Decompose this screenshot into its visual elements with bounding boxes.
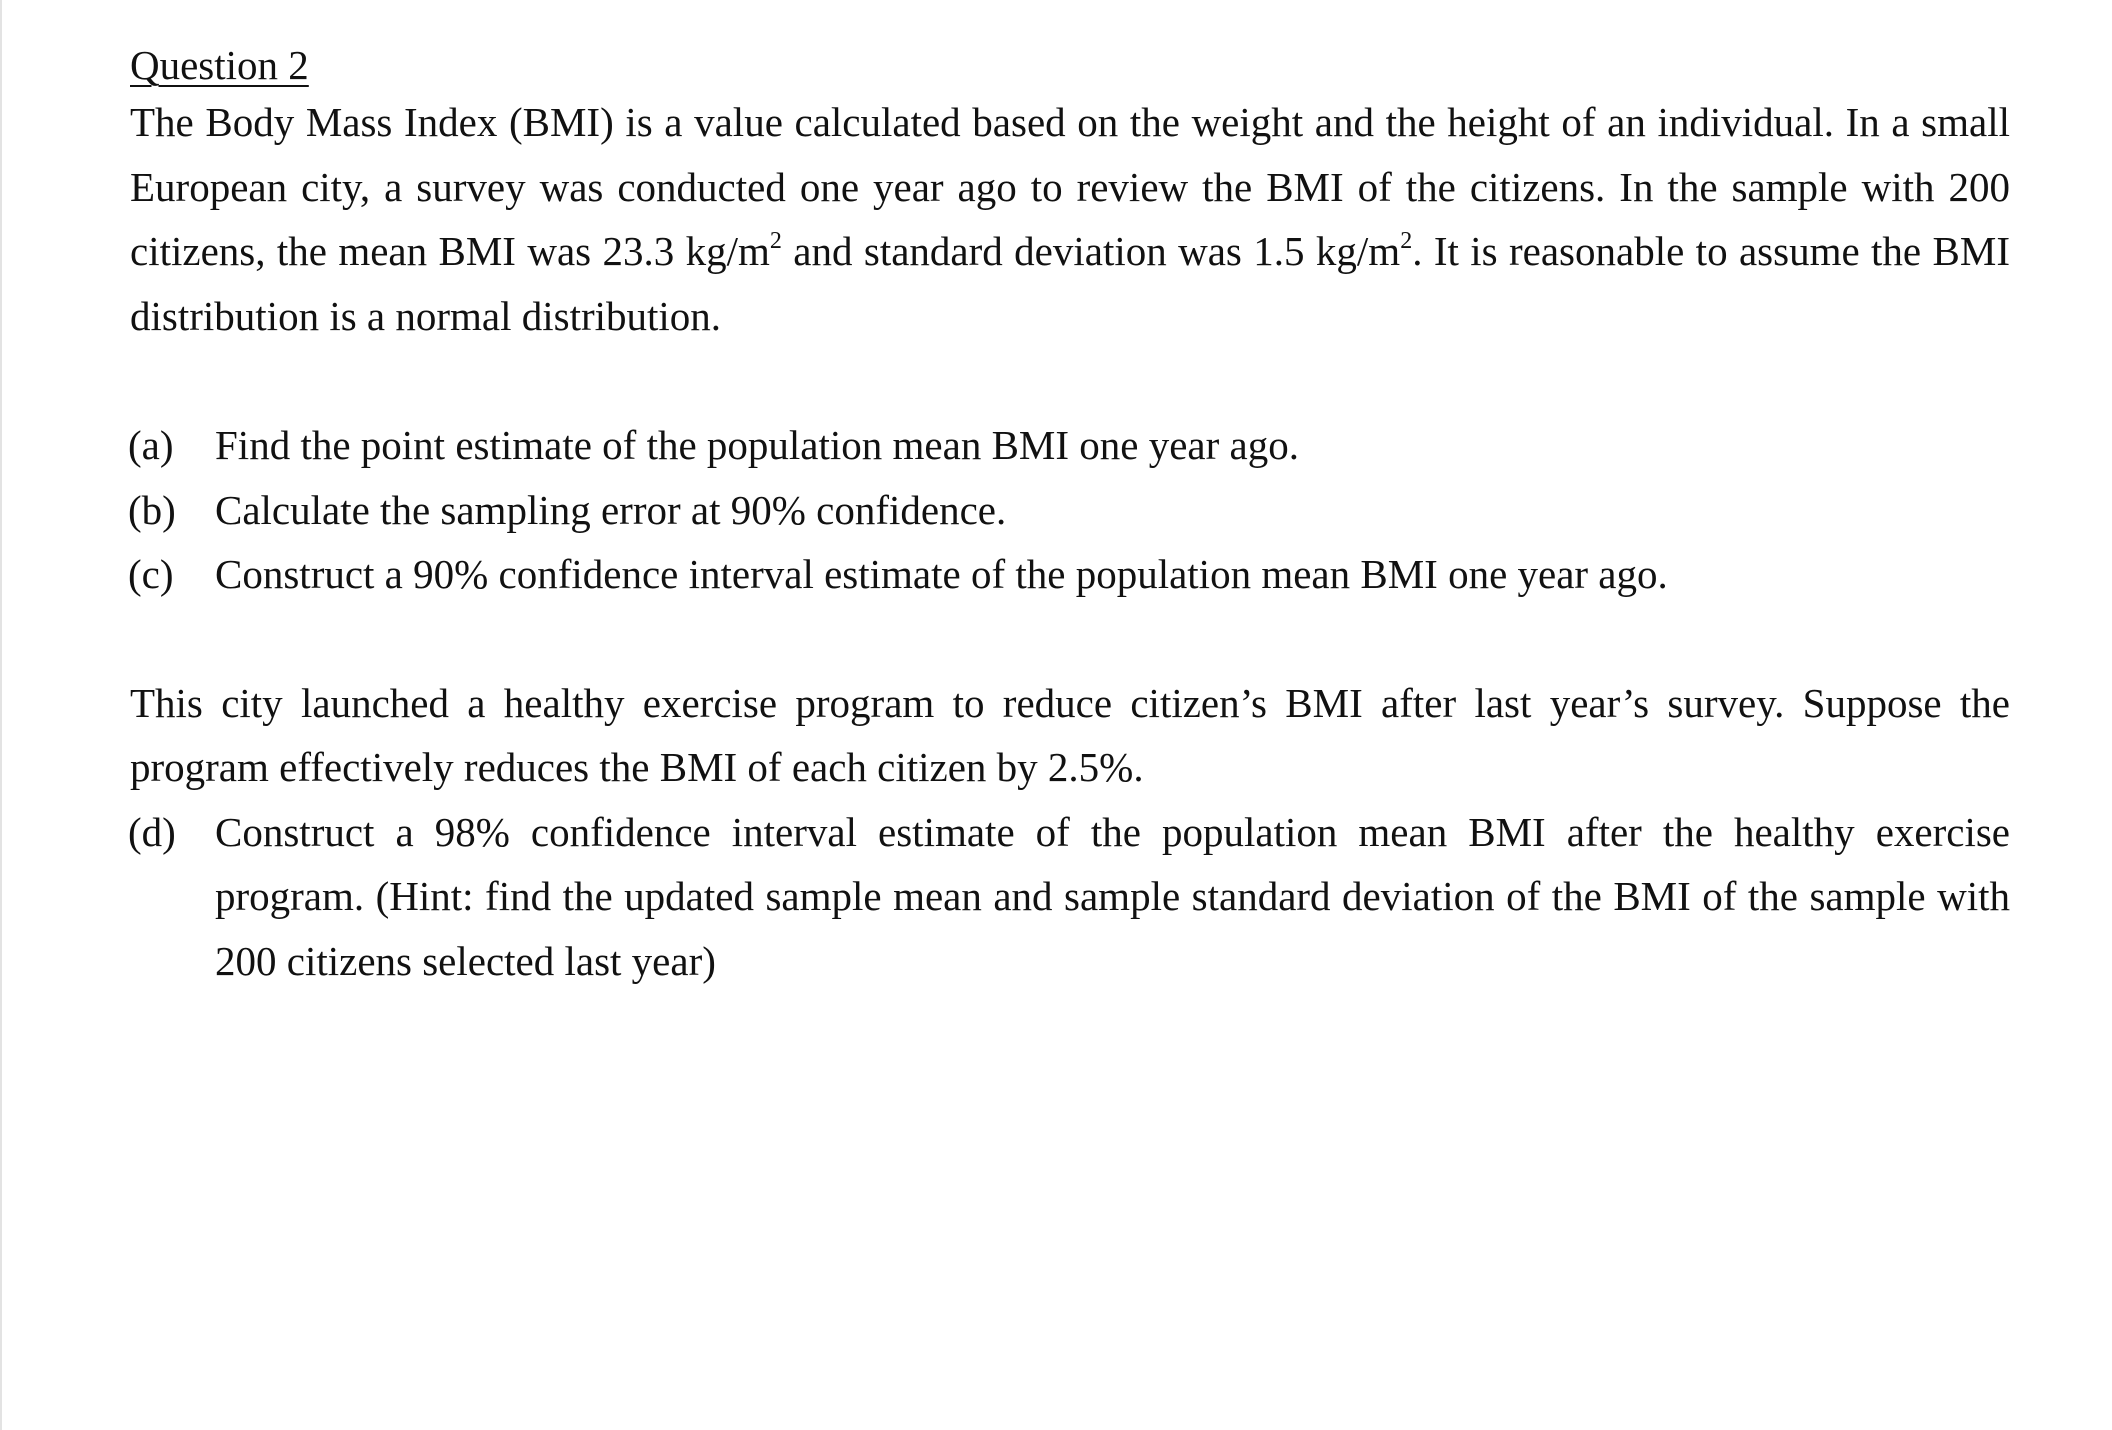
followup-paragraph: This city launched a healthy exercise program to reduce citizen’s BMI after last year’s survey. Suppose the program effectively reduces the BMI of each citizen by 2.5%. [130,679,2010,790]
superscript-squared: 2 [769,228,782,254]
part-text: Calculate the sampling error at 90% confidence. [215,486,1007,533]
question-parts [130,413,2010,607]
intro-text-a: The Body Mass Index (BMI) is a value calculated based on the weight and the height of an individual. In a small European city, a survey was conducted one year ago to review the BMI of the citizens. In the sample with 200 citizens, the mean BMI was 23.3 kg/m [130,99,2010,274]
intro-text-c: . It is reasonable to assume the BMI distribution is a normal distribution. [130,228,2010,339]
part-text: Construct a 90% confidence interval estimate of the population mean BMI one year ago. [215,551,1668,597]
part-label: (d) [128,808,176,855]
intro-text-b: and standard deviation was 1.5 kg/m [781,228,1401,274]
part-a [130,413,2010,478]
page-edge [0,0,2,1430]
part-label: (c) [128,551,174,597]
part-text: Find the point estimate of the population mean BMI one year ago. [215,422,1299,468]
part-text: Construct a 98% confidence interval estimate of the population mean BMI after the healthy exercise program. (Hint: find the updated sample mean and sample standard deviation of the BMI of the sample with 200 citizens selected last year) [215,808,2010,984]
question-title: Question 2 [130,42,309,88]
part-d [130,800,2010,994]
intro-paragraph [130,90,2010,348]
part-b [130,478,2010,543]
part-label: (b) [128,486,176,533]
superscript-squared: 2 [1400,228,1413,254]
document-body [130,40,2010,993]
part-c [130,542,2010,607]
part-label: (a) [128,422,174,468]
